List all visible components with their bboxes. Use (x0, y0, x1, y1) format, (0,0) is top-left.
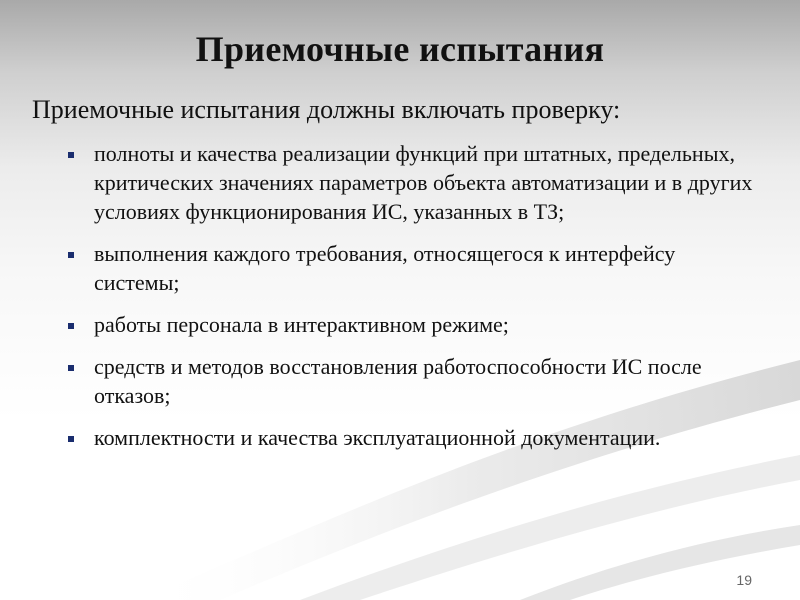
bullet-text: выполнения каждого требования, относящегося к интерфейсу системы; (94, 241, 676, 295)
page-number: 19 (736, 572, 752, 588)
bullet-text: работы персонала в интерактивном режиме; (94, 312, 509, 337)
bullet-item (66, 239, 766, 297)
square-bullet-icon (68, 252, 74, 258)
bullet-item (66, 139, 766, 226)
bullet-text: средств и методов восстановления работоспособности ИС после отказов; (94, 354, 702, 408)
square-bullet-icon (68, 323, 74, 329)
bullet-item (66, 352, 766, 410)
bullet-item (66, 423, 766, 452)
square-bullet-icon (68, 365, 74, 371)
bullet-list (66, 139, 766, 465)
slide-title: Приемочные испытания (195, 29, 605, 69)
square-bullet-icon (68, 152, 74, 158)
intro-text: Приемочные испытания должны включать проверку: (32, 95, 621, 124)
bullet-text: полноты и качества реализации функций при штатных, предельных, критических значениях параметров объекта автоматизации и в других условиях функционирования ИС, указанных в ТЗ; (94, 141, 753, 224)
square-bullet-icon (68, 436, 74, 442)
bullet-item (66, 310, 766, 339)
bullet-text: комплектности и качества эксплуатационной документации. (94, 425, 661, 450)
